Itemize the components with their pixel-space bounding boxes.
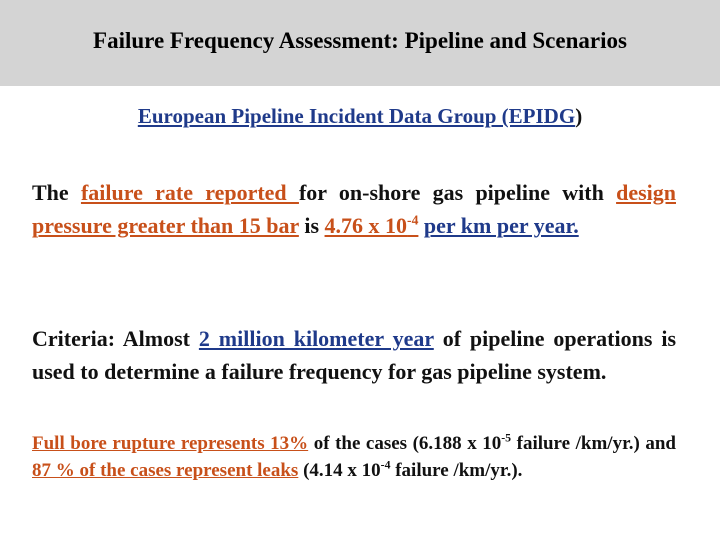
text: The <box>32 180 81 205</box>
highlight-km-year: 2 million kilometer year <box>198 326 434 351</box>
page-title: Failure Frequency Assessment: Pipeline and Scenarios <box>93 28 627 53</box>
subtitle-close: ) <box>575 104 583 128</box>
text: is <box>298 213 325 238</box>
exponent: -4 <box>380 458 391 472</box>
epidg-link[interactable]: European Pipeline Incident Data Group (EPIDG <box>137 104 576 128</box>
highlight-design-pressure: design pressure greater than 15 bar <box>32 180 676 238</box>
rupture-paragraph <box>32 430 676 484</box>
text: for on-shore gas pipeline with <box>298 180 617 205</box>
text: (4.14 x 10 <box>298 460 381 481</box>
text: of the cases (6.188 x 10 <box>308 433 502 454</box>
text: of pipeline operations is used to determine a failure frequency for gas pipeline system. <box>32 326 676 384</box>
rate-value: 4.76 x 10 <box>324 213 408 238</box>
exponent: -5 <box>501 431 512 445</box>
highlight-per-km-year: per km per year. <box>423 213 579 238</box>
highlight-leaks: 87 % of the cases represent leaks <box>32 460 299 481</box>
failure-rate-paragraph <box>32 176 676 242</box>
highlight-rate-value <box>325 213 419 238</box>
criteria-paragraph <box>32 322 676 388</box>
highlight-failure-rate: failure rate reported <box>80 180 299 205</box>
text: failure /km/yr.). <box>390 460 523 481</box>
subtitle <box>0 104 720 129</box>
text: Criteria: Almost <box>32 326 199 351</box>
highlight-full-bore: Full bore rupture represents 13% <box>32 433 309 454</box>
text: failure /km/yr.) and <box>511 433 677 454</box>
rate-exponent: -4 <box>407 212 419 228</box>
